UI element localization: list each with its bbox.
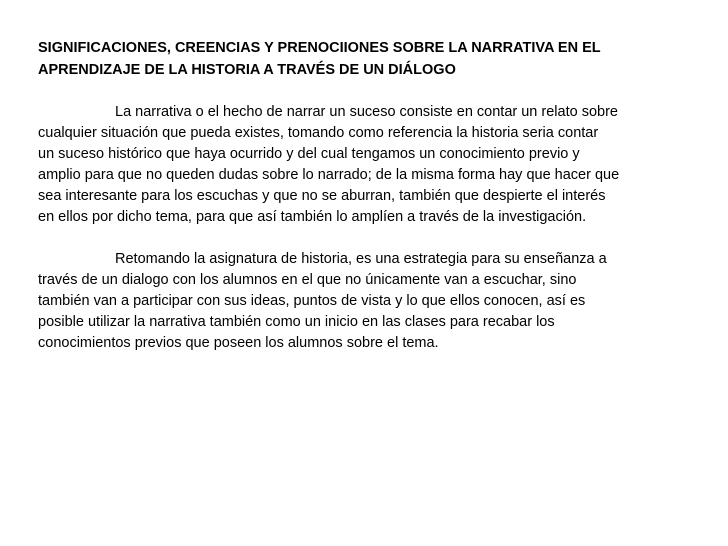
paragraph-1-line-4: amplio para que no queden dudas sobre lo narrado; de la misma forma hay que hacer que — [38, 167, 620, 183]
paragraph-1-line-1: La narrativa o el hecho de narrar un suceso consiste en contar un relato sobre — [115, 104, 618, 120]
paragraph-1-line-5: sea interesante para los escuchas y que no se aburran, también que despierte el interés — [38, 188, 606, 204]
paragraph-1-line-3: un suceso histórico que haya ocurrido y del cual tengamos un conocimiento previo y — [38, 146, 580, 162]
paragraph-2-line-1: Retomando la asignatura de historia, es una estrategia para su enseñanza a — [115, 251, 607, 267]
title-line-2: APRENDIZAJE DE LA HISTORIA A TRAVÉS DE UN DIÁLOGO — [38, 62, 456, 78]
slide-content — [38, 37, 718, 354]
paragraph-retomando — [38, 249, 718, 354]
paragraph-2-line-2: través de un dialogo con los alumnos en el que no únicamente van a escuchar, sino — [38, 272, 577, 288]
paragraph-2-line-3: también van a participar con sus ideas, puntos de vista y lo que ellos conocen, así es — [38, 293, 586, 309]
paragraph-1-line-2: cualquier situación que pueda existes, tomando como referencia la historia seria contar — [38, 125, 599, 141]
slide-title — [38, 37, 718, 81]
paragraph-1-line-6: en ellos por dicho tema, para que así también lo amplíen a través de la investigación. — [38, 209, 587, 225]
paragraph-2-line-5: conocimientos previos que poseen los alumnos sobre el tema. — [38, 335, 439, 351]
paragraph-2-line-4: posible utilizar la narrativa también como un inicio en las clases para recabar los — [38, 314, 555, 330]
title-line-1: SIGNIFICACIONES, CREENCIAS Y PRENOCIIONES SOBRE LA NARRATIVA EN EL — [38, 40, 601, 56]
paragraph-narrativa — [38, 102, 718, 228]
